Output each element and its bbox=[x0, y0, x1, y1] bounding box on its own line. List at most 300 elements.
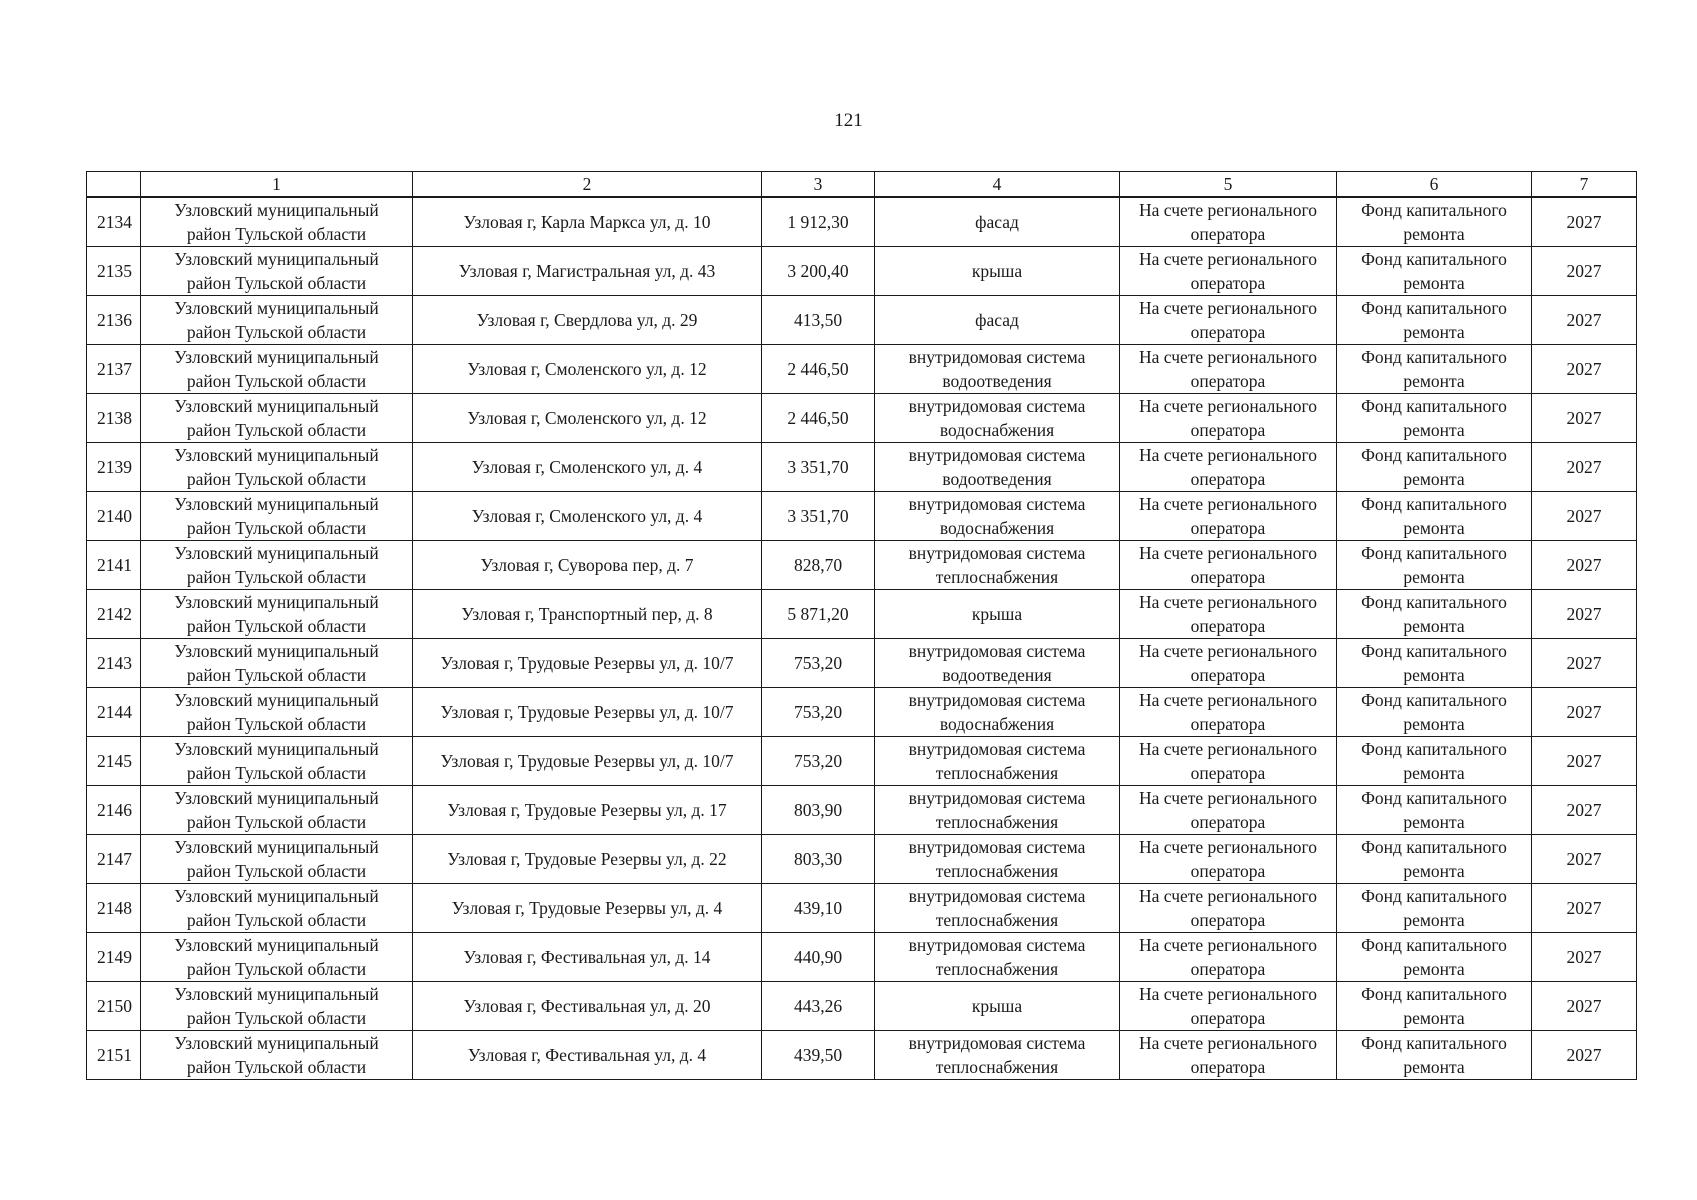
address-cell: Узловая г, Трудовые Резервы ул, д. 4 bbox=[413, 884, 762, 933]
funding-source-cell bbox=[1337, 541, 1532, 590]
address-cell: Узловая г, Смоленского ул, д. 12 bbox=[413, 394, 762, 443]
municipality-cell-line: район Тульской области bbox=[186, 763, 367, 783]
account-cell bbox=[1120, 982, 1337, 1031]
header-cell-7: 7 bbox=[1532, 172, 1637, 198]
municipality-cell-line: Узловский муниципальный bbox=[174, 200, 379, 220]
municipality-cell-line: район Тульской области bbox=[186, 224, 367, 244]
funding-source-cell-line: ремонта bbox=[1403, 1008, 1465, 1028]
funding-source-cell bbox=[1337, 688, 1532, 737]
header-cell-1: 1 bbox=[141, 172, 413, 198]
funding-source-cell-line: Фонд капитального bbox=[1361, 1033, 1507, 1053]
year-cell: 2027 bbox=[1532, 541, 1637, 590]
funding-source-cell bbox=[1337, 394, 1532, 443]
municipality-cell bbox=[141, 197, 413, 247]
account-cell bbox=[1120, 737, 1337, 786]
municipality-cell bbox=[141, 786, 413, 835]
account-cell-line: На счете регионального bbox=[1139, 347, 1317, 367]
municipality-cell bbox=[141, 933, 413, 982]
municipality-cell-line: район Тульской области bbox=[186, 665, 367, 685]
account-cell-line: оператора bbox=[1190, 959, 1266, 979]
account-cell bbox=[1120, 688, 1337, 737]
account-cell-line: На счете регионального bbox=[1139, 200, 1317, 220]
account-cell-line: оператора bbox=[1190, 1008, 1266, 1028]
funding-source-cell-line: ремонта bbox=[1403, 616, 1465, 636]
header-cell-5: 5 bbox=[1120, 172, 1337, 198]
account-cell-line: оператора bbox=[1190, 763, 1266, 783]
table-row bbox=[87, 197, 1637, 247]
work-type-cell-line: водоснабжения bbox=[939, 714, 1055, 734]
funding-source-cell-line: Фонд капитального bbox=[1361, 690, 1507, 710]
address-cell: Узловая г, Трудовые Резервы ул, д. 17 bbox=[413, 786, 762, 835]
area-cell: 440,90 bbox=[762, 933, 875, 982]
work-type-cell-line: фасад bbox=[975, 310, 1019, 330]
work-type-cell-line: внутридомовая система bbox=[908, 1033, 1086, 1053]
account-cell-line: оператора bbox=[1190, 420, 1266, 440]
funding-source-cell bbox=[1337, 639, 1532, 688]
work-type-cell-line: водоотведения bbox=[942, 469, 1052, 489]
municipality-cell-line: район Тульской области bbox=[186, 1057, 367, 1077]
registry-table bbox=[86, 171, 1637, 1080]
work-type-cell bbox=[875, 1031, 1120, 1080]
table-body bbox=[87, 197, 1637, 1080]
municipality-cell-line: район Тульской области bbox=[186, 616, 367, 636]
funding-source-cell-line: ремонта bbox=[1403, 763, 1465, 783]
area-cell: 3 200,40 bbox=[762, 247, 875, 296]
column-number-row bbox=[87, 172, 1637, 198]
header-cell-blank bbox=[87, 172, 141, 198]
funding-source-cell-line: Фонд капитального bbox=[1361, 494, 1507, 514]
work-type-cell bbox=[875, 247, 1120, 296]
funding-source-cell-line: Фонд капитального bbox=[1361, 886, 1507, 906]
year-cell: 2027 bbox=[1532, 492, 1637, 541]
area-cell: 803,90 bbox=[762, 786, 875, 835]
account-cell-line: На счете регионального bbox=[1139, 298, 1317, 318]
account-cell-line: оператора bbox=[1190, 861, 1266, 881]
row-number: 2140 bbox=[87, 492, 141, 541]
account-cell bbox=[1120, 247, 1337, 296]
year-cell: 2027 bbox=[1532, 786, 1637, 835]
row-number: 2139 bbox=[87, 443, 141, 492]
municipality-cell-line: Узловский муниципальный bbox=[174, 396, 379, 416]
funding-source-cell-line: Фонд капитального bbox=[1361, 837, 1507, 857]
year-cell: 2027 bbox=[1532, 1031, 1637, 1080]
row-number: 2144 bbox=[87, 688, 141, 737]
municipality-cell-line: Узловский муниципальный bbox=[174, 984, 379, 1004]
work-type-cell bbox=[875, 982, 1120, 1031]
area-cell: 753,20 bbox=[762, 688, 875, 737]
address-cell: Узловая г, Смоленского ул, д. 4 bbox=[413, 492, 762, 541]
year-cell: 2027 bbox=[1532, 590, 1637, 639]
funding-source-cell-line: ремонта bbox=[1403, 273, 1465, 293]
table-row bbox=[87, 933, 1637, 982]
funding-source-cell-line: Фонд капитального bbox=[1361, 347, 1507, 367]
funding-source-cell-line: ремонта bbox=[1403, 665, 1465, 685]
funding-source-cell-line: ремонта bbox=[1403, 959, 1465, 979]
work-type-cell bbox=[875, 737, 1120, 786]
work-type-cell-line: крыша bbox=[971, 996, 1023, 1016]
funding-source-cell-line: Фонд капитального bbox=[1361, 249, 1507, 269]
municipality-cell-line: район Тульской области bbox=[186, 469, 367, 489]
table-row bbox=[87, 786, 1637, 835]
funding-source-cell-line: ремонта bbox=[1403, 224, 1465, 244]
municipality-cell-line: район Тульской области bbox=[186, 518, 367, 538]
municipality-cell bbox=[141, 541, 413, 590]
work-type-cell-line: внутридомовая система bbox=[908, 543, 1086, 563]
row-number: 2137 bbox=[87, 345, 141, 394]
account-cell-line: На счете регионального bbox=[1139, 984, 1317, 1004]
account-cell bbox=[1120, 590, 1337, 639]
row-number: 2141 bbox=[87, 541, 141, 590]
municipality-cell bbox=[141, 1031, 413, 1080]
area-cell: 3 351,70 bbox=[762, 443, 875, 492]
table-row bbox=[87, 590, 1637, 639]
row-number: 2149 bbox=[87, 933, 141, 982]
work-type-cell bbox=[875, 345, 1120, 394]
work-type-cell bbox=[875, 639, 1120, 688]
area-cell: 753,20 bbox=[762, 737, 875, 786]
address-cell: Узловая г, Магистральная ул, д. 43 bbox=[413, 247, 762, 296]
work-type-cell bbox=[875, 933, 1120, 982]
table-row bbox=[87, 688, 1637, 737]
work-type-cell-line: крыша bbox=[971, 261, 1023, 281]
area-cell: 1 912,30 bbox=[762, 197, 875, 247]
municipality-cell bbox=[141, 884, 413, 933]
municipality-cell bbox=[141, 639, 413, 688]
address-cell: Узловая г, Трудовые Резервы ул, д. 10/7 bbox=[413, 639, 762, 688]
funding-source-cell bbox=[1337, 247, 1532, 296]
municipality-cell-line: Узловский муниципальный bbox=[174, 837, 379, 857]
account-cell-line: На счете регионального bbox=[1139, 249, 1317, 269]
work-type-cell bbox=[875, 443, 1120, 492]
account-cell bbox=[1120, 394, 1337, 443]
account-cell bbox=[1120, 835, 1337, 884]
work-type-cell-line: внутридомовая система bbox=[908, 641, 1086, 661]
area-cell: 753,20 bbox=[762, 639, 875, 688]
funding-source-cell-line: ремонта bbox=[1403, 518, 1465, 538]
funding-source-cell-line: Фонд капитального bbox=[1361, 200, 1507, 220]
table-row bbox=[87, 639, 1637, 688]
year-cell: 2027 bbox=[1532, 345, 1637, 394]
funding-source-cell-line: ремонта bbox=[1403, 1057, 1465, 1077]
funding-source-cell-line: Фонд капитального bbox=[1361, 935, 1507, 955]
municipality-cell-line: Узловский муниципальный bbox=[174, 641, 379, 661]
municipality-cell-line: район Тульской области bbox=[186, 322, 367, 342]
address-cell: Узловая г, Трудовые Резервы ул, д. 22 bbox=[413, 835, 762, 884]
account-cell-line: На счете регионального bbox=[1139, 886, 1317, 906]
funding-source-cell-line: ремонта bbox=[1403, 714, 1465, 734]
page-number: 121 bbox=[834, 110, 863, 131]
header-cell-3: 3 bbox=[762, 172, 875, 198]
municipality-cell-line: район Тульской области bbox=[186, 812, 367, 832]
year-cell: 2027 bbox=[1532, 443, 1637, 492]
municipality-cell bbox=[141, 394, 413, 443]
funding-source-cell-line: Фонд капитального bbox=[1361, 984, 1507, 1004]
row-number: 2136 bbox=[87, 296, 141, 345]
municipality-cell bbox=[141, 247, 413, 296]
table-row bbox=[87, 443, 1637, 492]
work-type-cell bbox=[875, 688, 1120, 737]
account-cell bbox=[1120, 1031, 1337, 1080]
address-cell: Узловая г, Фестивальная ул, д. 4 bbox=[413, 1031, 762, 1080]
account-cell-line: На счете регионального bbox=[1139, 788, 1317, 808]
account-cell-line: оператора bbox=[1190, 812, 1266, 832]
account-cell-line: На счете регионального bbox=[1139, 396, 1317, 416]
account-cell-line: оператора bbox=[1190, 224, 1266, 244]
year-cell: 2027 bbox=[1532, 639, 1637, 688]
funding-source-cell-line: ремонта bbox=[1403, 812, 1465, 832]
work-type-cell-line: внутридомовая система bbox=[908, 935, 1086, 955]
municipality-cell-line: район Тульской области bbox=[186, 861, 367, 881]
area-cell: 2 446,50 bbox=[762, 394, 875, 443]
work-type-cell-line: внутридомовая система bbox=[908, 690, 1086, 710]
funding-source-cell bbox=[1337, 296, 1532, 345]
funding-source-cell-line: ремонта bbox=[1403, 371, 1465, 391]
funding-source-cell-line: Фонд капитального bbox=[1361, 543, 1507, 563]
funding-source-cell bbox=[1337, 443, 1532, 492]
account-cell bbox=[1120, 296, 1337, 345]
work-type-cell-line: внутридомовая система bbox=[908, 445, 1086, 465]
work-type-cell-line: теплоснабжения bbox=[935, 959, 1059, 979]
work-type-cell bbox=[875, 590, 1120, 639]
table-row bbox=[87, 492, 1637, 541]
header-cell-4: 4 bbox=[875, 172, 1120, 198]
row-number: 2150 bbox=[87, 982, 141, 1031]
municipality-cell-line: Узловский муниципальный bbox=[174, 739, 379, 759]
work-type-cell bbox=[875, 296, 1120, 345]
address-cell: Узловая г, Трудовые Резервы ул, д. 10/7 bbox=[413, 737, 762, 786]
address-cell: Узловая г, Смоленского ул, д. 4 bbox=[413, 443, 762, 492]
work-type-cell-line: внутридомовая система bbox=[908, 347, 1086, 367]
area-cell: 413,50 bbox=[762, 296, 875, 345]
table-row bbox=[87, 296, 1637, 345]
year-cell: 2027 bbox=[1532, 296, 1637, 345]
account-cell bbox=[1120, 786, 1337, 835]
work-type-cell-line: внутридомовая система bbox=[908, 739, 1086, 759]
municipality-cell-line: Узловский муниципальный bbox=[174, 788, 379, 808]
municipality-cell-line: район Тульской области bbox=[186, 1008, 367, 1028]
address-cell: Узловая г, Фестивальная ул, д. 20 bbox=[413, 982, 762, 1031]
area-cell: 443,26 bbox=[762, 982, 875, 1031]
account-cell-line: оператора bbox=[1190, 567, 1266, 587]
header-cell-2: 2 bbox=[413, 172, 762, 198]
area-cell: 2 446,50 bbox=[762, 345, 875, 394]
work-type-cell-line: водоснабжения bbox=[939, 518, 1055, 538]
account-cell bbox=[1120, 639, 1337, 688]
account-cell-line: На счете регионального bbox=[1139, 445, 1317, 465]
municipality-cell-line: Узловский муниципальный bbox=[174, 347, 379, 367]
table-row bbox=[87, 835, 1637, 884]
work-type-cell bbox=[875, 786, 1120, 835]
address-cell: Узловая г, Фестивальная ул, д. 14 bbox=[413, 933, 762, 982]
year-cell: 2027 bbox=[1532, 247, 1637, 296]
account-cell bbox=[1120, 492, 1337, 541]
municipality-cell bbox=[141, 296, 413, 345]
account-cell-line: На счете регионального bbox=[1139, 690, 1317, 710]
funding-source-cell bbox=[1337, 884, 1532, 933]
municipality-cell-line: район Тульской области bbox=[186, 910, 367, 930]
table-row bbox=[87, 247, 1637, 296]
municipality-cell-line: Узловский муниципальный bbox=[174, 445, 379, 465]
account-cell-line: оператора bbox=[1190, 714, 1266, 734]
funding-source-cell-line: ремонта bbox=[1403, 910, 1465, 930]
account-cell-line: оператора bbox=[1190, 273, 1266, 293]
account-cell-line: оператора bbox=[1190, 469, 1266, 489]
row-number: 2146 bbox=[87, 786, 141, 835]
area-cell: 3 351,70 bbox=[762, 492, 875, 541]
row-number: 2145 bbox=[87, 737, 141, 786]
account-cell bbox=[1120, 933, 1337, 982]
municipality-cell-line: Узловский муниципальный bbox=[174, 935, 379, 955]
municipality-cell-line: Узловский муниципальный bbox=[174, 249, 379, 269]
work-type-cell bbox=[875, 835, 1120, 884]
municipality-cell-line: район Тульской области bbox=[186, 273, 367, 293]
address-cell: Узловая г, Транспортный пер, д. 8 bbox=[413, 590, 762, 639]
year-cell: 2027 bbox=[1532, 688, 1637, 737]
year-cell: 2027 bbox=[1532, 884, 1637, 933]
account-cell-line: оператора bbox=[1190, 518, 1266, 538]
table-row bbox=[87, 884, 1637, 933]
address-cell: Узловая г, Свердлова ул, д. 29 bbox=[413, 296, 762, 345]
work-type-cell-line: внутридомовая система bbox=[908, 396, 1086, 416]
row-number: 2138 bbox=[87, 394, 141, 443]
account-cell-line: На счете регионального bbox=[1139, 592, 1317, 612]
header-cell-6: 6 bbox=[1337, 172, 1532, 198]
account-cell-line: На счете регионального bbox=[1139, 837, 1317, 857]
year-cell: 2027 bbox=[1532, 982, 1637, 1031]
row-number: 2135 bbox=[87, 247, 141, 296]
account-cell bbox=[1120, 443, 1337, 492]
work-type-cell-line: водоотведения bbox=[942, 371, 1052, 391]
account-cell bbox=[1120, 541, 1337, 590]
work-type-cell-line: фасад bbox=[975, 212, 1019, 232]
municipality-cell bbox=[141, 835, 413, 884]
work-type-cell-line: внутридомовая система bbox=[908, 886, 1086, 906]
funding-source-cell bbox=[1337, 835, 1532, 884]
municipality-cell-line: район Тульской области bbox=[186, 567, 367, 587]
funding-source-cell-line: Фонд капитального bbox=[1361, 445, 1507, 465]
municipality-cell-line: Узловский муниципальный bbox=[174, 494, 379, 514]
table-row bbox=[87, 982, 1637, 1031]
account-cell-line: На счете регионального bbox=[1139, 1033, 1317, 1053]
funding-source-cell bbox=[1337, 933, 1532, 982]
account-cell bbox=[1120, 345, 1337, 394]
municipality-cell bbox=[141, 345, 413, 394]
municipality-cell-line: район Тульской области bbox=[186, 959, 367, 979]
funding-source-cell-line: ремонта bbox=[1403, 861, 1465, 881]
work-type-cell-line: водоотведения bbox=[942, 665, 1052, 685]
area-cell: 439,10 bbox=[762, 884, 875, 933]
address-cell: Узловая г, Смоленского ул, д. 12 bbox=[413, 345, 762, 394]
municipality-cell-line: Узловский муниципальный bbox=[174, 886, 379, 906]
municipality-cell-line: Узловский муниципальный bbox=[174, 690, 379, 710]
funding-source-cell-line: Фонд капитального bbox=[1361, 298, 1507, 318]
account-cell-line: оператора bbox=[1190, 910, 1266, 930]
year-cell: 2027 bbox=[1532, 835, 1637, 884]
municipality-cell-line: Узловский муниципальный bbox=[174, 298, 379, 318]
table-row bbox=[87, 394, 1637, 443]
address-cell: Узловая г, Трудовые Резервы ул, д. 10/7 bbox=[413, 688, 762, 737]
funding-source-cell bbox=[1337, 197, 1532, 247]
work-type-cell-line: теплоснабжения bbox=[935, 1057, 1059, 1077]
municipality-cell bbox=[141, 492, 413, 541]
account-cell-line: оператора bbox=[1190, 616, 1266, 636]
funding-source-cell-line: ремонта bbox=[1403, 322, 1465, 342]
work-type-cell-line: теплоснабжения bbox=[935, 861, 1059, 881]
area-cell: 828,70 bbox=[762, 541, 875, 590]
municipality-cell bbox=[141, 737, 413, 786]
funding-source-cell-line: Фонд капитального bbox=[1361, 641, 1507, 661]
funding-source-cell bbox=[1337, 590, 1532, 639]
work-type-cell-line: теплоснабжения bbox=[935, 763, 1059, 783]
row-number: 2142 bbox=[87, 590, 141, 639]
table-row bbox=[87, 345, 1637, 394]
work-type-cell bbox=[875, 541, 1120, 590]
area-cell: 5 871,20 bbox=[762, 590, 875, 639]
row-number: 2134 bbox=[87, 197, 141, 247]
funding-source-cell-line: Фонд капитального bbox=[1361, 788, 1507, 808]
work-type-cell bbox=[875, 394, 1120, 443]
account-cell-line: На счете регионального bbox=[1139, 494, 1317, 514]
account-cell-line: На счете регионального bbox=[1139, 935, 1317, 955]
municipality-cell-line: район Тульской области bbox=[186, 714, 367, 734]
account-cell-line: оператора bbox=[1190, 322, 1266, 342]
municipality-cell bbox=[141, 590, 413, 639]
table-row bbox=[87, 737, 1637, 786]
account-cell-line: оператора bbox=[1190, 1057, 1266, 1077]
account-cell bbox=[1120, 884, 1337, 933]
address-cell: Узловая г, Карла Маркса ул, д. 10 bbox=[413, 197, 762, 247]
work-type-cell-line: теплоснабжения bbox=[935, 910, 1059, 930]
year-cell: 2027 bbox=[1532, 394, 1637, 443]
area-cell: 803,30 bbox=[762, 835, 875, 884]
funding-source-cell bbox=[1337, 786, 1532, 835]
table-row bbox=[87, 1031, 1637, 1080]
row-number: 2147 bbox=[87, 835, 141, 884]
work-type-cell bbox=[875, 492, 1120, 541]
funding-source-cell-line: ремонта bbox=[1403, 469, 1465, 489]
funding-source-cell-line: Фонд капитального bbox=[1361, 739, 1507, 759]
municipality-cell bbox=[141, 982, 413, 1031]
funding-source-cell bbox=[1337, 492, 1532, 541]
municipality-cell bbox=[141, 688, 413, 737]
account-cell-line: оператора bbox=[1190, 371, 1266, 391]
funding-source-cell bbox=[1337, 345, 1532, 394]
row-number: 2148 bbox=[87, 884, 141, 933]
work-type-cell bbox=[875, 197, 1120, 247]
municipality-cell-line: Узловский муниципальный bbox=[174, 543, 379, 563]
municipality-cell bbox=[141, 443, 413, 492]
work-type-cell-line: внутридомовая система bbox=[908, 494, 1086, 514]
account-cell-line: оператора bbox=[1190, 665, 1266, 685]
year-cell: 2027 bbox=[1532, 197, 1637, 247]
municipality-cell-line: Узловский муниципальный bbox=[174, 592, 379, 612]
funding-source-cell-line: ремонта bbox=[1403, 420, 1465, 440]
row-number: 2151 bbox=[87, 1031, 141, 1080]
year-cell: 2027 bbox=[1532, 737, 1637, 786]
address-cell: Узловая г, Суворова пер, д. 7 bbox=[413, 541, 762, 590]
work-type-cell-line: внутридомовая система bbox=[908, 788, 1086, 808]
funding-source-cell-line: Фонд капитального bbox=[1361, 592, 1507, 612]
work-type-cell bbox=[875, 884, 1120, 933]
municipality-cell-line: район Тульской области bbox=[186, 371, 367, 391]
work-type-cell-line: водоснабжения bbox=[939, 420, 1055, 440]
year-cell: 2027 bbox=[1532, 933, 1637, 982]
funding-source-cell bbox=[1337, 737, 1532, 786]
account-cell-line: На счете регионального bbox=[1139, 641, 1317, 661]
work-type-cell-line: теплоснабжения bbox=[935, 567, 1059, 587]
funding-source-cell bbox=[1337, 982, 1532, 1031]
funding-source-cell-line: Фонд капитального bbox=[1361, 396, 1507, 416]
